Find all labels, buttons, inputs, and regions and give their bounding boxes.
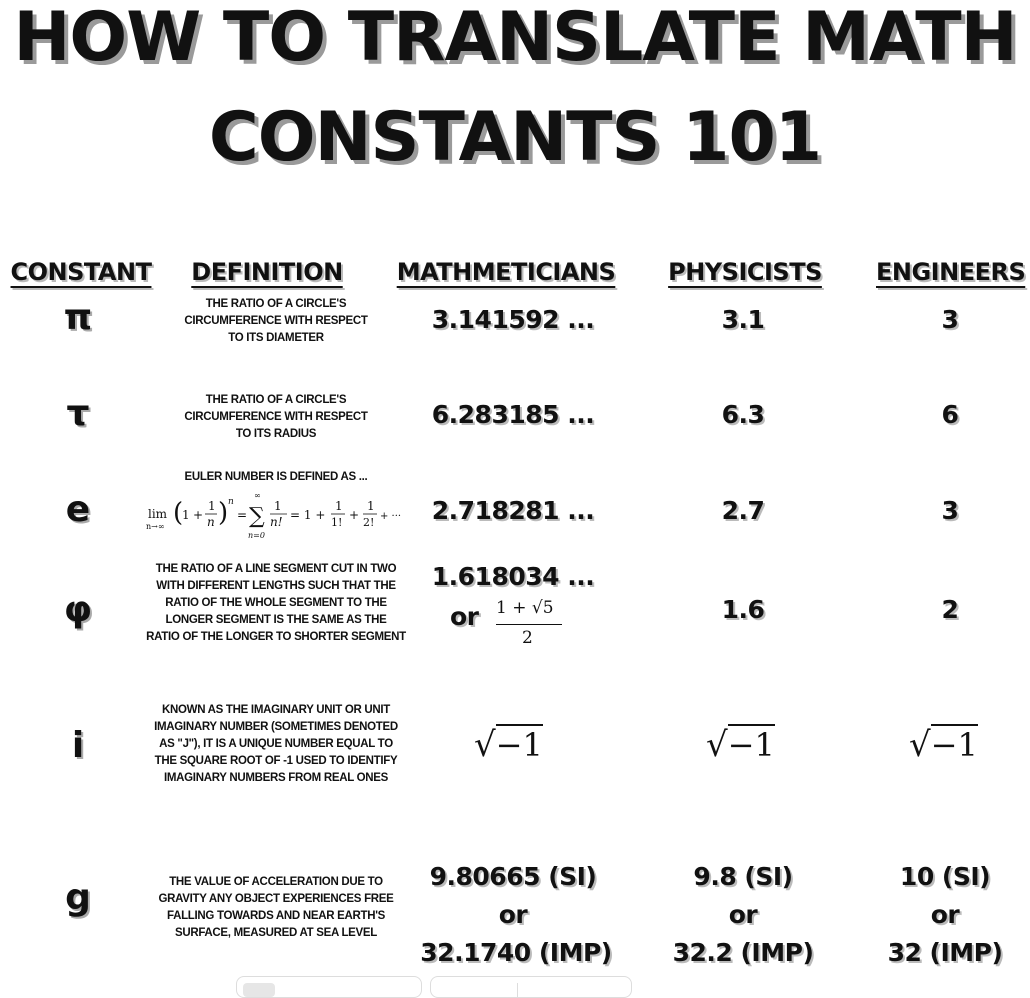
physicists-g-imp: 32.2 (IMP) <box>672 938 814 967</box>
definition-line: FALLING TOWARDS AND NEAR EARTH'S <box>166 910 386 922</box>
definition-line: IMAGINARY NUMBERS FROM REAL ONES <box>163 772 389 784</box>
engineers-g-si: 10 (SI) <box>899 862 991 891</box>
definition-pi <box>140 296 412 347</box>
mathematicians-g-si: 9.80665 (SI) <box>429 862 597 891</box>
definition-line: THE VALUE OF ACCELERATION DUE TO <box>169 876 383 888</box>
radical-sign: √ <box>909 725 931 765</box>
golden-ratio-fraction <box>450 596 580 648</box>
radicand: −1 <box>495 726 543 764</box>
formula-exp: n <box>228 497 234 507</box>
svg-text:1: 1 <box>367 499 375 513</box>
definition-line: CIRCUMFERENCE WITH RESPECT <box>184 315 368 327</box>
radicand: −1 <box>930 726 978 764</box>
formula-sum-top: ∞ <box>254 491 261 500</box>
constant-symbol-pi: π <box>63 297 93 338</box>
formula-n: n <box>207 515 215 529</box>
physicists-e: 2.7 <box>721 496 765 525</box>
header-constant: CONSTANT <box>10 258 152 286</box>
mathematicians-e: 2.718281 ... <box>431 496 595 525</box>
mathematicians-phi: 1.618034 ... <box>431 562 595 591</box>
physicists-tau: 6.3 <box>721 400 765 429</box>
formula-eq: = <box>237 508 248 522</box>
definition-line: TO ITS RADIUS <box>235 428 317 440</box>
widget-divider <box>517 983 518 997</box>
engineers-phi: 2 <box>941 595 959 624</box>
definition-line: GRAVITY ANY OBJECT EXPERIENCES FREE <box>158 893 394 905</box>
constant-symbol-i: i <box>71 725 85 766</box>
definition-line: THE RATIO OF A LINE SEGMENT CUT IN TWO <box>155 563 397 575</box>
toolbar-widget-left[interactable] <box>236 976 422 998</box>
fraction-bar <box>496 624 562 625</box>
physicists-g-or: or <box>728 900 758 929</box>
formula-tail: + ··· <box>380 511 402 522</box>
golden-denominator: 2 <box>522 628 533 648</box>
formula-one: 1 <box>182 508 190 522</box>
definition-line: THE RATIO OF A CIRCLE'S <box>205 298 347 310</box>
definition-line: EULER NUMBER IS DEFINED AS ... <box>184 471 368 483</box>
engineers-tau: 6 <box>941 400 959 429</box>
svg-text:1: 1 <box>335 499 343 513</box>
engineers-e: 3 <box>941 496 959 525</box>
header-physicists: PHYSICISTS <box>668 258 822 286</box>
svg-text:): ) <box>218 498 229 528</box>
definition-line: CIRCUMFERENCE WITH RESPECT <box>184 411 368 423</box>
constant-symbol-tau: τ <box>66 393 90 434</box>
definition-line: SURFACE, MEASURED AT SEA LEVEL <box>174 927 378 939</box>
definition-i <box>140 702 412 787</box>
page-title-line-2: CONSTANTS 101 <box>208 98 822 177</box>
formula-f2: 2! <box>363 516 375 529</box>
engineers-g-imp: 32 (IMP) <box>887 938 1003 967</box>
radicand: −1 <box>727 726 775 764</box>
engineers-i <box>909 725 978 765</box>
definition-line: AS "J"), IT IS A UNIQUE NUMBER EQUAL TO <box>159 738 393 750</box>
physicists-pi: 3.1 <box>721 305 765 334</box>
physicists-g-si: 9.8 (SI) <box>693 862 793 891</box>
engineers-g-or: or <box>930 900 960 929</box>
or-label: or <box>450 602 479 631</box>
formula-sum-bottom: n=0 <box>248 531 265 540</box>
header-engineers: ENGINEERS <box>876 258 1026 286</box>
mathematicians-i <box>474 725 543 765</box>
definition-line: RATIO OF THE WHOLE SEGMENT TO THE <box>165 597 387 609</box>
formula-lim: lim <box>148 507 168 521</box>
widget-icon <box>243 983 275 997</box>
radical-sign: √ <box>706 725 728 765</box>
definition-line: IMAGINARY NUMBER (SOMETIMES DENOTED <box>154 721 398 733</box>
formula-sigma: ∑ <box>249 504 265 529</box>
radical-sign: √ <box>474 725 496 765</box>
golden-numerator: 1 + √5 <box>496 598 554 618</box>
engineers-pi: 3 <box>941 305 959 334</box>
definition-line: KNOWN AS THE IMAGINARY UNIT OR UNIT <box>161 704 390 716</box>
page-title-line-1: HOW TO TRANSLATE MATH <box>13 0 1017 77</box>
euler-formula <box>146 488 416 548</box>
header-mathematicians: MATHMETICIANS <box>396 258 616 286</box>
mathematicians-tau: 6.283185 ... <box>431 400 595 429</box>
definition-line: THE SQUARE ROOT OF -1 USED TO IDENTIFY <box>154 755 398 767</box>
definition-line: WITH DIFFERENT LENGTHS SUCH THAT THE <box>156 580 396 592</box>
definition-phi <box>140 561 412 646</box>
constant-symbol-e: e <box>65 489 91 530</box>
mathematicians-g-imp: 32.1740 (IMP) <box>420 938 612 967</box>
definition-line: TO ITS DIAMETER <box>228 332 324 344</box>
toolbar-widget-right[interactable] <box>430 976 632 998</box>
formula-plus2: + <box>349 508 360 522</box>
formula-eq2: = 1 + <box>290 508 326 522</box>
svg-text:(: ( <box>173 498 184 528</box>
definition-line: LONGER SEGMENT IS THE SAME AS THE <box>165 614 387 626</box>
constant-symbol-g: g <box>65 877 91 918</box>
svg-text:1: 1 <box>208 499 216 513</box>
formula-f1: 1! <box>331 516 343 529</box>
definition-e <box>140 469 412 486</box>
mathematicians-g-or: or <box>498 900 528 929</box>
definition-line: RATIO OF THE LONGER TO SHORTER SEGMENT <box>146 631 406 643</box>
mathematicians-pi: 3.141592 ... <box>431 305 595 334</box>
physicists-i <box>706 725 775 765</box>
formula-nfact: n! <box>270 515 283 529</box>
physicists-phi: 1.6 <box>721 595 765 624</box>
definition-g <box>140 874 412 942</box>
definition-line: THE RATIO OF A CIRCLE'S <box>205 394 347 406</box>
formula-plus: + <box>193 508 204 522</box>
constant-symbol-phi: φ <box>63 589 93 630</box>
header-definition: DEFINITION <box>191 258 343 286</box>
definition-tau <box>140 392 412 443</box>
svg-text:1: 1 <box>274 499 282 513</box>
formula-lim-sub: n→∞ <box>146 522 165 531</box>
